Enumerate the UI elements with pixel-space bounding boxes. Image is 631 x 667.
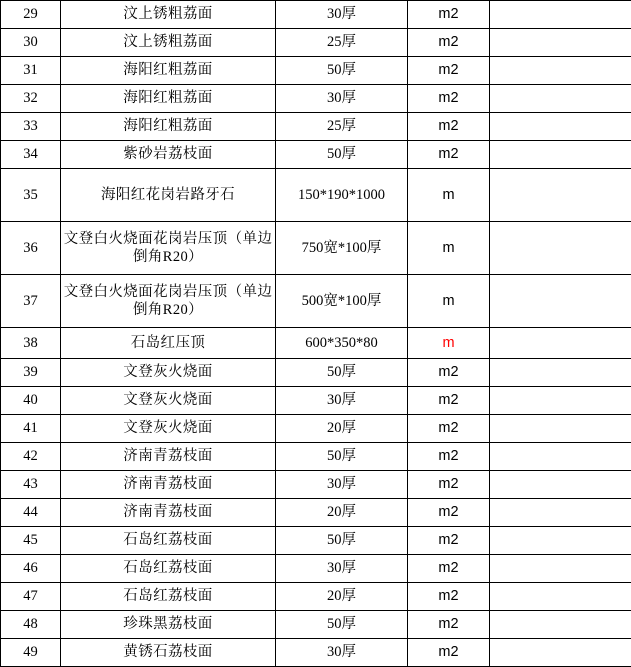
cell-unit[interactable]: m2 bbox=[408, 57, 490, 85]
cell-index[interactable]: 39 bbox=[1, 359, 61, 387]
cell-empty[interactable] bbox=[490, 359, 631, 387]
cell-index[interactable]: 47 bbox=[1, 583, 61, 611]
table-row[interactable] bbox=[1, 415, 631, 443]
cell-unit[interactable]: m2 bbox=[408, 583, 490, 611]
table-row[interactable] bbox=[1, 169, 631, 222]
table-row[interactable] bbox=[1, 583, 631, 611]
cell-material-name[interactable]: 海阳红粗荔面 bbox=[61, 113, 276, 141]
cell-empty[interactable] bbox=[490, 471, 631, 499]
cell-empty[interactable] bbox=[490, 1, 631, 29]
cell-specification[interactable]: 30厚 bbox=[276, 1, 408, 29]
cell-specification[interactable]: 20厚 bbox=[276, 583, 408, 611]
cell-empty[interactable] bbox=[490, 583, 631, 611]
cell-empty[interactable] bbox=[490, 499, 631, 527]
cell-specification[interactable]: 150*190*1000 bbox=[276, 169, 408, 222]
cell-specification[interactable]: 50厚 bbox=[276, 527, 408, 555]
table-row[interactable] bbox=[1, 639, 631, 667]
table-row[interactable] bbox=[1, 471, 631, 499]
cell-unit[interactable]: m2 bbox=[408, 1, 490, 29]
cell-material-name[interactable]: 济南青荔枝面 bbox=[61, 499, 276, 527]
cell-empty[interactable] bbox=[490, 443, 631, 471]
cell-empty[interactable] bbox=[490, 555, 631, 583]
cell-empty[interactable] bbox=[490, 275, 631, 328]
cell-specification[interactable]: 25厚 bbox=[276, 29, 408, 57]
cell-material-name[interactable]: 文登灰火烧面 bbox=[61, 387, 276, 415]
cell-unit[interactable]: m2 bbox=[408, 555, 490, 583]
cell-index[interactable]: 29 bbox=[1, 1, 61, 29]
table-row[interactable] bbox=[1, 275, 631, 328]
cell-material-name[interactable]: 海阳红粗荔面 bbox=[61, 57, 276, 85]
cell-material-name[interactable]: 石岛红荔枝面 bbox=[61, 555, 276, 583]
cell-material-name[interactable]: 紫砂岩荔枝面 bbox=[61, 141, 276, 169]
cell-index[interactable]: 36 bbox=[1, 222, 61, 275]
cell-index[interactable]: 45 bbox=[1, 527, 61, 555]
cell-empty[interactable] bbox=[490, 415, 631, 443]
cell-index[interactable]: 33 bbox=[1, 113, 61, 141]
cell-unit[interactable]: m2 bbox=[408, 85, 490, 113]
cell-material-name[interactable]: 文登灰火烧面 bbox=[61, 415, 276, 443]
cell-material-name[interactable]: 汶上锈粗荔面 bbox=[61, 1, 276, 29]
table-row[interactable] bbox=[1, 222, 631, 275]
cell-material-name[interactable]: 济南青荔枝面 bbox=[61, 471, 276, 499]
cell-unit[interactable]: m2 bbox=[408, 639, 490, 667]
cell-index[interactable]: 40 bbox=[1, 387, 61, 415]
cell-unit[interactable]: m bbox=[408, 222, 490, 275]
cell-index[interactable]: 31 bbox=[1, 57, 61, 85]
cell-unit[interactable]: m2 bbox=[408, 527, 490, 555]
cell-unit[interactable]: m bbox=[408, 328, 490, 359]
cell-specification[interactable]: 600*350*80 bbox=[276, 328, 408, 359]
cell-specification[interactable]: 500宽*100厚 bbox=[276, 275, 408, 328]
table-row[interactable] bbox=[1, 113, 631, 141]
table-row[interactable] bbox=[1, 499, 631, 527]
cell-specification[interactable]: 50厚 bbox=[276, 141, 408, 169]
cell-unit[interactable]: m2 bbox=[408, 415, 490, 443]
cell-empty[interactable] bbox=[490, 29, 631, 57]
cell-unit[interactable]: m2 bbox=[408, 443, 490, 471]
cell-empty[interactable] bbox=[490, 57, 631, 85]
cell-index[interactable]: 38 bbox=[1, 328, 61, 359]
table-row[interactable] bbox=[1, 1, 631, 29]
table-row[interactable] bbox=[1, 141, 631, 169]
table-row[interactable] bbox=[1, 387, 631, 415]
cell-empty[interactable] bbox=[490, 85, 631, 113]
table-row[interactable] bbox=[1, 85, 631, 113]
cell-material-name[interactable]: 文登灰火烧面 bbox=[61, 359, 276, 387]
cell-empty[interactable] bbox=[490, 527, 631, 555]
cell-material-name[interactable]: 汶上锈粗荔面 bbox=[61, 29, 276, 57]
cell-index[interactable]: 46 bbox=[1, 555, 61, 583]
cell-specification[interactable]: 30厚 bbox=[276, 387, 408, 415]
cell-specification[interactable]: 50厚 bbox=[276, 611, 408, 639]
cell-specification[interactable]: 50厚 bbox=[276, 57, 408, 85]
cell-unit[interactable]: m2 bbox=[408, 499, 490, 527]
cell-empty[interactable] bbox=[490, 611, 631, 639]
cell-index[interactable]: 49 bbox=[1, 639, 61, 667]
table-row[interactable] bbox=[1, 611, 631, 639]
cell-index[interactable]: 30 bbox=[1, 29, 61, 57]
cell-index[interactable]: 44 bbox=[1, 499, 61, 527]
table-row[interactable] bbox=[1, 555, 631, 583]
cell-index[interactable]: 48 bbox=[1, 611, 61, 639]
cell-empty[interactable] bbox=[490, 387, 631, 415]
table-row[interactable] bbox=[1, 527, 631, 555]
table-row[interactable] bbox=[1, 359, 631, 387]
cell-index[interactable]: 42 bbox=[1, 443, 61, 471]
cell-material-name[interactable]: 石岛红压顶 bbox=[61, 328, 276, 359]
cell-empty[interactable] bbox=[490, 639, 631, 667]
cell-material-name[interactable]: 珍珠黑荔枝面 bbox=[61, 611, 276, 639]
cell-unit[interactable]: m bbox=[408, 169, 490, 222]
cell-unit[interactable]: m2 bbox=[408, 359, 490, 387]
cell-material-name[interactable]: 石岛红荔枝面 bbox=[61, 583, 276, 611]
cell-material-name[interactable]: 石岛红荔枝面 bbox=[61, 527, 276, 555]
cell-empty[interactable] bbox=[490, 169, 631, 222]
table-row[interactable] bbox=[1, 57, 631, 85]
cell-material-name[interactable]: 海阳红花岗岩路牙石 bbox=[61, 169, 276, 222]
cell-unit[interactable]: m2 bbox=[408, 141, 490, 169]
cell-unit[interactable]: m2 bbox=[408, 387, 490, 415]
cell-material-name[interactable]: 济南青荔枝面 bbox=[61, 443, 276, 471]
cell-index[interactable]: 34 bbox=[1, 141, 61, 169]
cell-unit[interactable]: m2 bbox=[408, 113, 490, 141]
table-row[interactable] bbox=[1, 443, 631, 471]
cell-specification[interactable]: 20厚 bbox=[276, 499, 408, 527]
cell-material-name[interactable]: 海阳红粗荔面 bbox=[61, 85, 276, 113]
cell-specification[interactable]: 50厚 bbox=[276, 359, 408, 387]
cell-empty[interactable] bbox=[490, 141, 631, 169]
cell-specification[interactable]: 30厚 bbox=[276, 555, 408, 583]
cell-material-name[interactable]: 黄锈石荔枝面 bbox=[61, 639, 276, 667]
table-body bbox=[1, 1, 631, 667]
cell-index[interactable]: 41 bbox=[1, 415, 61, 443]
table-row[interactable] bbox=[1, 328, 631, 359]
cell-specification[interactable]: 25厚 bbox=[276, 113, 408, 141]
cell-unit[interactable]: m bbox=[408, 275, 490, 328]
cell-index[interactable]: 37 bbox=[1, 275, 61, 328]
cell-material-name[interactable]: 文登白火烧面花岗岩压顶（单边倒角R20） bbox=[61, 222, 276, 275]
cell-specification[interactable]: 30厚 bbox=[276, 85, 408, 113]
cell-empty[interactable] bbox=[490, 328, 631, 359]
cell-unit[interactable]: m2 bbox=[408, 611, 490, 639]
cell-index[interactable]: 43 bbox=[1, 471, 61, 499]
cell-unit[interactable]: m2 bbox=[408, 471, 490, 499]
cell-index[interactable]: 35 bbox=[1, 169, 61, 222]
cell-specification[interactable]: 20厚 bbox=[276, 415, 408, 443]
cell-unit[interactable]: m2 bbox=[408, 29, 490, 57]
cell-specification[interactable]: 30厚 bbox=[276, 639, 408, 667]
cell-material-name[interactable]: 文登白火烧面花岗岩压顶（单边倒角R20） bbox=[61, 275, 276, 328]
cell-empty[interactable] bbox=[490, 113, 631, 141]
cell-specification[interactable]: 750宽*100厚 bbox=[276, 222, 408, 275]
cell-specification[interactable]: 50厚 bbox=[276, 443, 408, 471]
cell-specification[interactable]: 30厚 bbox=[276, 471, 408, 499]
cell-index[interactable]: 32 bbox=[1, 85, 61, 113]
table-row[interactable] bbox=[1, 29, 631, 57]
cell-empty[interactable] bbox=[490, 222, 631, 275]
